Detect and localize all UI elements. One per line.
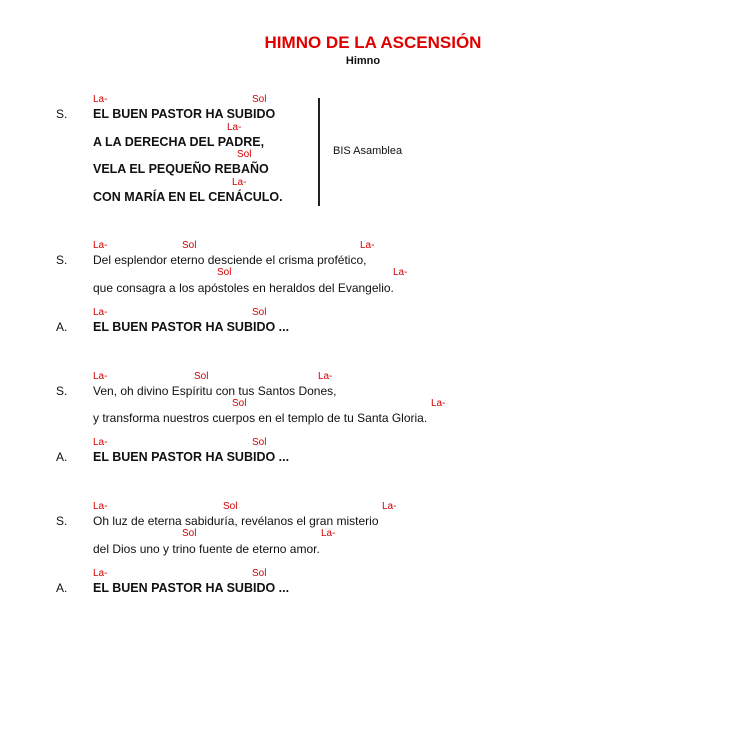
- chord: La-: [93, 94, 108, 105]
- page-title: HIMNO DE LA ASCENSIÓN: [264, 33, 482, 52]
- chord: Sol: [232, 398, 247, 409]
- speaker-label: A.: [56, 320, 68, 334]
- chord: La-: [232, 177, 247, 188]
- chord: La-: [93, 307, 108, 318]
- chord: La-: [93, 501, 108, 512]
- chord: La-: [382, 501, 397, 512]
- chord: Sol: [252, 568, 267, 579]
- chord: Sol: [237, 149, 252, 160]
- chord: La-: [93, 568, 108, 579]
- lyric-line: y transforma nuestros cuerpos en el templo de tu Santa Gloria.: [93, 411, 428, 425]
- chord: Sol: [252, 307, 267, 318]
- lyric-line: CON MARÍA EN EL CENÁCULO.: [93, 190, 283, 204]
- speaker-label: S.: [56, 384, 68, 398]
- speaker-label: A.: [56, 581, 68, 595]
- chord: Sol: [194, 371, 209, 382]
- lyric-line: Ven, oh divino Espíritu con tus Santos Dones,: [93, 384, 337, 398]
- lyric-line: EL BUEN PASTOR HA SUBIDO ...: [93, 450, 290, 464]
- chord: La-: [393, 267, 408, 278]
- lyric-line: Del esplendor eterno desciende el crisma profético,: [93, 253, 367, 267]
- lyric-line: Oh luz de eterna sabiduría, revélanos el gran misterio: [93, 514, 379, 528]
- chord: La-: [227, 122, 242, 133]
- chord: La-: [93, 240, 108, 251]
- chord: Sol: [217, 267, 232, 278]
- chord: La-: [93, 437, 108, 448]
- page-subtitle: Himno: [345, 55, 381, 67]
- chord: La-: [93, 371, 108, 382]
- chord: La-: [321, 528, 336, 539]
- chord: Sol: [182, 240, 197, 251]
- lyric-line: VELA EL PEQUEÑO REBAÑO: [93, 162, 269, 176]
- speaker-label: S.: [56, 253, 68, 267]
- lyric-line: A LA DERECHA DEL PADRE,: [93, 135, 265, 149]
- speaker-label: S.: [56, 107, 68, 121]
- lyric-line: EL BUEN PASTOR HA SUBIDO ...: [93, 581, 290, 595]
- chord: Sol: [182, 528, 197, 539]
- lyric-line: EL BUEN PASTOR HA SUBIDO ...: [93, 320, 290, 334]
- lyric-line: EL BUEN PASTOR HA SUBIDO: [93, 107, 276, 121]
- speaker-label: A.: [56, 450, 68, 464]
- chord: Sol: [252, 94, 267, 105]
- lyric-line: que consagra a los apóstoles en heraldos del Evangelio.: [93, 281, 394, 295]
- chord: Sol: [252, 437, 267, 448]
- bis-note: BIS Asamblea: [333, 145, 403, 157]
- chord: La-: [360, 240, 375, 251]
- chord: La-: [431, 398, 446, 409]
- chord: Sol: [223, 501, 238, 512]
- speaker-label: S.: [56, 514, 68, 528]
- lyric-line: del Dios uno y trino fuente de eterno amor.: [93, 542, 320, 556]
- chord: La-: [318, 371, 333, 382]
- bis-bracket: [318, 98, 320, 206]
